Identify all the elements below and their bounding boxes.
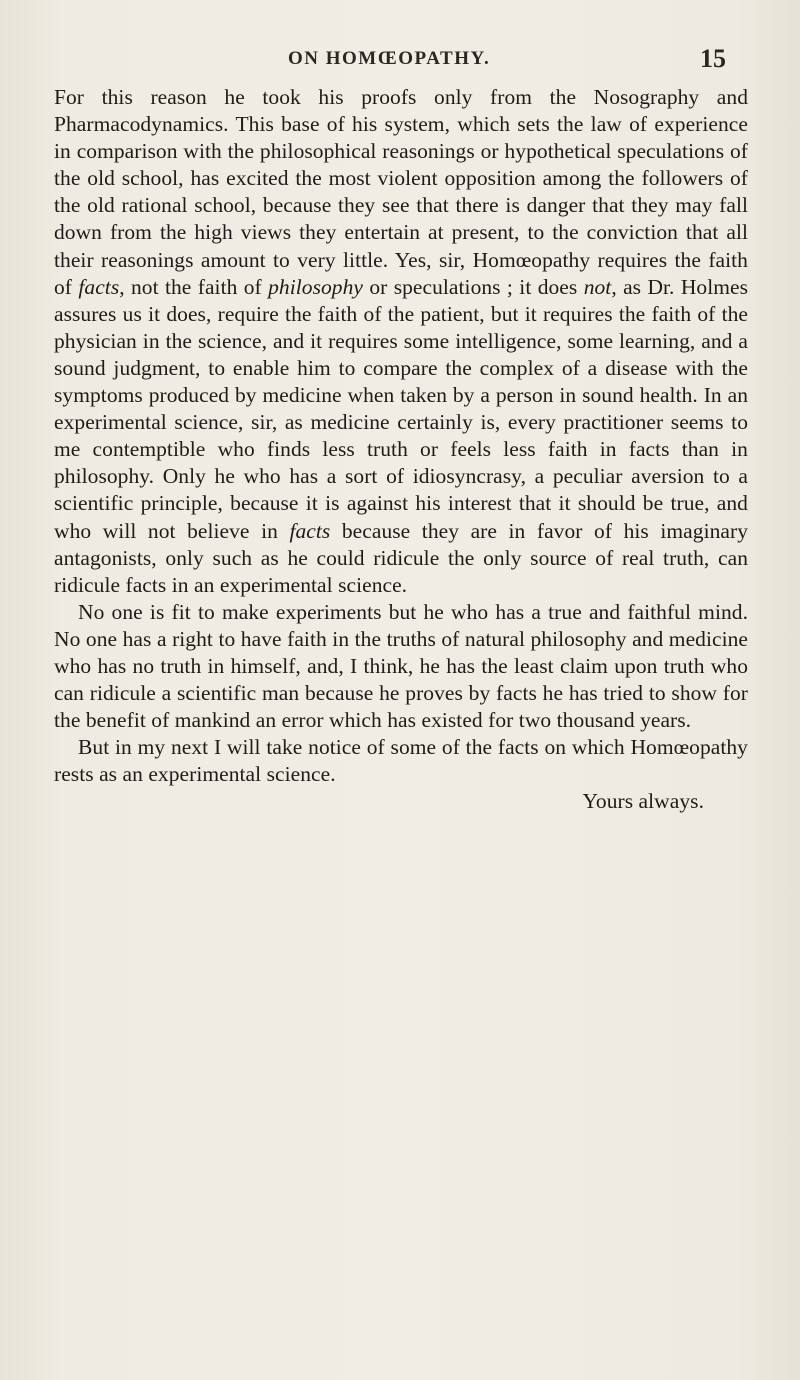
paragraph-2 (54, 599, 748, 734)
text-segment: , not the faith of (119, 274, 269, 299)
body-text (54, 84, 748, 816)
text-segment: No one is fit to make experiments but he who has a true and faithful mind. No one has a right to have faith in the truths of natural philosophy and medicine who has no truth in himself, and, I think, he has the least claim upon truth who can ridicule a scientific man because he proves by facts he has tried to show for the benefit of mankind an error which has existed for two thousand years. (54, 599, 748, 733)
italic-segment: not (583, 274, 612, 299)
running-title: ON HOMŒOPATHY. (288, 48, 491, 69)
text-segment: because they are in favor of his imaginary antagonists, only such as he could ridicule the only source of real truth, can ridicule facts in an experimental science. (54, 518, 749, 597)
text-segment: , as Dr. Holmes assures us it does, require the faith of the patient, but it requires the faith of the physician in the science, and it requires some intelligence, some learning, and a sound judgment, to enable him to compare the complex of a disease with the symptoms produced by medicine when taken by a person in sound health. In an experimental science, sir, as medicine certainly is, every practitioner seems to me contemptible who finds less truth or feels less faith in facts than in philosophy. Only he who has a sort of idiosyncrasy, a peculiar aversion to a scientific principle, because it is against his interest that it should be true, and who will not believe in (54, 274, 749, 543)
text-segment: But in my next I will take notice of some of the facts on which Homœopathy rests as an experimental science. (54, 735, 748, 787)
paragraph-1 (54, 84, 748, 599)
italic-segment: facts (289, 518, 331, 543)
paragraph-3 (54, 734, 748, 788)
page-number: 15 (700, 44, 726, 73)
text-segment: or speculations ; it does (362, 274, 584, 299)
page-header (0, 44, 800, 76)
italic-segment: philosophy (268, 274, 363, 299)
closing-line: Yours always. (582, 789, 704, 814)
italic-segment: facts (78, 274, 120, 299)
text-segment: For this reason he took his proofs only from the Nosography and Pharmacodynamics. This base of his system, which sets the law of experience in comparison with the philosophical reasonings or hypothetical speculations of the old school, has excited the most violent opposition among the followers of the old rational school, because they see that there is danger that they may fall down from the high views they entertain at present, to the conviction that all their reasonings amount to very little. Yes, sir, Homœopathy requires the faith of (54, 85, 748, 299)
